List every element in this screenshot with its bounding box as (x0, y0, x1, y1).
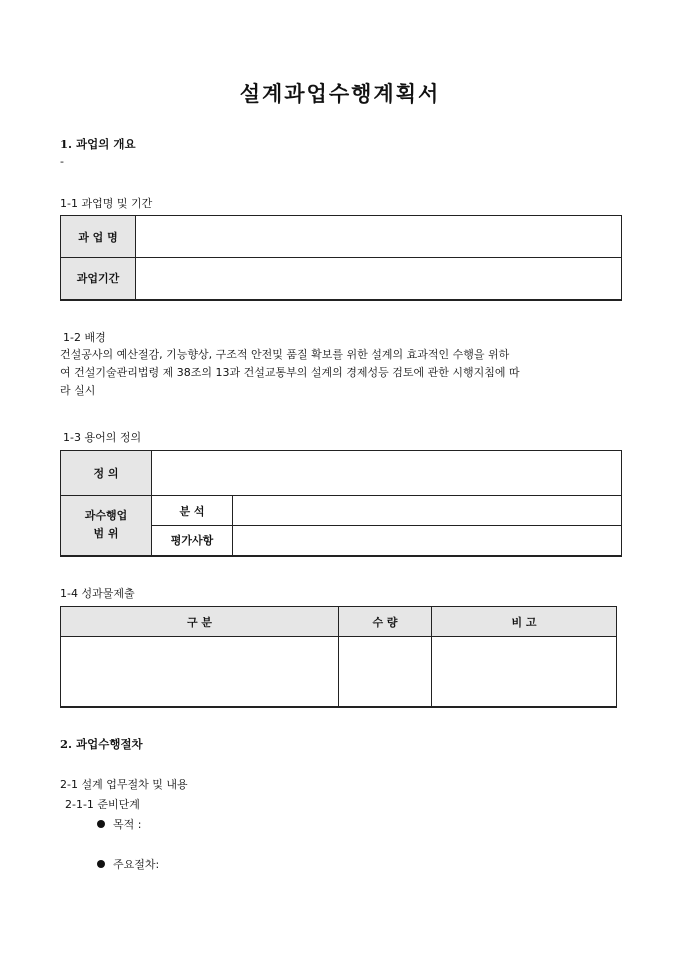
definition-value (152, 451, 622, 496)
definition-label: 정 의 (61, 451, 152, 496)
deliverables-cell-remarks (432, 637, 617, 707)
scope-label (61, 496, 152, 556)
evaluation-label: 평가사항 (152, 526, 233, 556)
subsection-1-1-heading: 1-1 과업명 및 기간 (60, 197, 153, 210)
subsection-1-2-heading: 1-2 배경 (63, 331, 106, 344)
bullet-dot-icon (97, 860, 105, 868)
background-line-3: 라 실시 (60, 384, 96, 397)
project-name-value (136, 216, 622, 258)
subsection-2-1-1-heading: 2-1-1 준비단계 (65, 798, 140, 811)
deliverables-col-remarks: 비 고 (432, 607, 617, 637)
bullet-dot-icon (97, 820, 105, 828)
bullet-purpose-text: 목적 : (113, 818, 142, 831)
deliverables-cell-category (61, 637, 339, 707)
project-period-value (136, 258, 622, 300)
background-line-2: 여 건설기술관리법령 제 38조의 13과 건설교통부의 설계의 경제성등 검토에 관한 시행지침에 따 (60, 366, 520, 379)
deliverables-table (60, 606, 617, 708)
scope-label-line-2: 범 위 (93, 527, 119, 541)
bullet-purpose (97, 816, 141, 832)
section-2-heading: 2. 과업수행절차 (60, 737, 143, 751)
analysis-label: 분 석 (152, 496, 233, 526)
definition-table (60, 450, 622, 557)
section-1-dash: - (60, 155, 64, 168)
evaluation-value (233, 526, 622, 556)
project-name-period-table (60, 215, 622, 301)
deliverables-cell-quantity (339, 637, 432, 707)
deliverables-col-category: 구 분 (61, 607, 339, 637)
project-name-label: 과 업 명 (61, 216, 136, 258)
subsection-2-1-heading: 2-1 설계 업무절차 및 내용 (60, 778, 188, 791)
bullet-main-procedure-text: 주요절차: (113, 858, 160, 871)
section-1-heading: 1. 과업의 개요 (60, 137, 136, 151)
scope-label-line-1: 과수행업 (84, 509, 128, 523)
deliverables-col-quantity: 수 량 (339, 607, 432, 637)
background-paragraph (60, 346, 622, 400)
subsection-1-3-heading: 1-3 용어의 정의 (63, 431, 142, 444)
project-period-label: 과업기간 (61, 258, 136, 300)
subsection-1-4-heading: 1-4 성과물제출 (60, 587, 135, 600)
background-line-1: 건설공사의 예산절감, 기능향상, 구조적 안전및 품질 확보를 위한 설계의 효과적인 수행을 위하 (60, 348, 510, 361)
analysis-value (233, 496, 622, 526)
document-title: 설계과업수행계획서 (239, 81, 441, 106)
bullet-main-procedure (97, 856, 159, 872)
